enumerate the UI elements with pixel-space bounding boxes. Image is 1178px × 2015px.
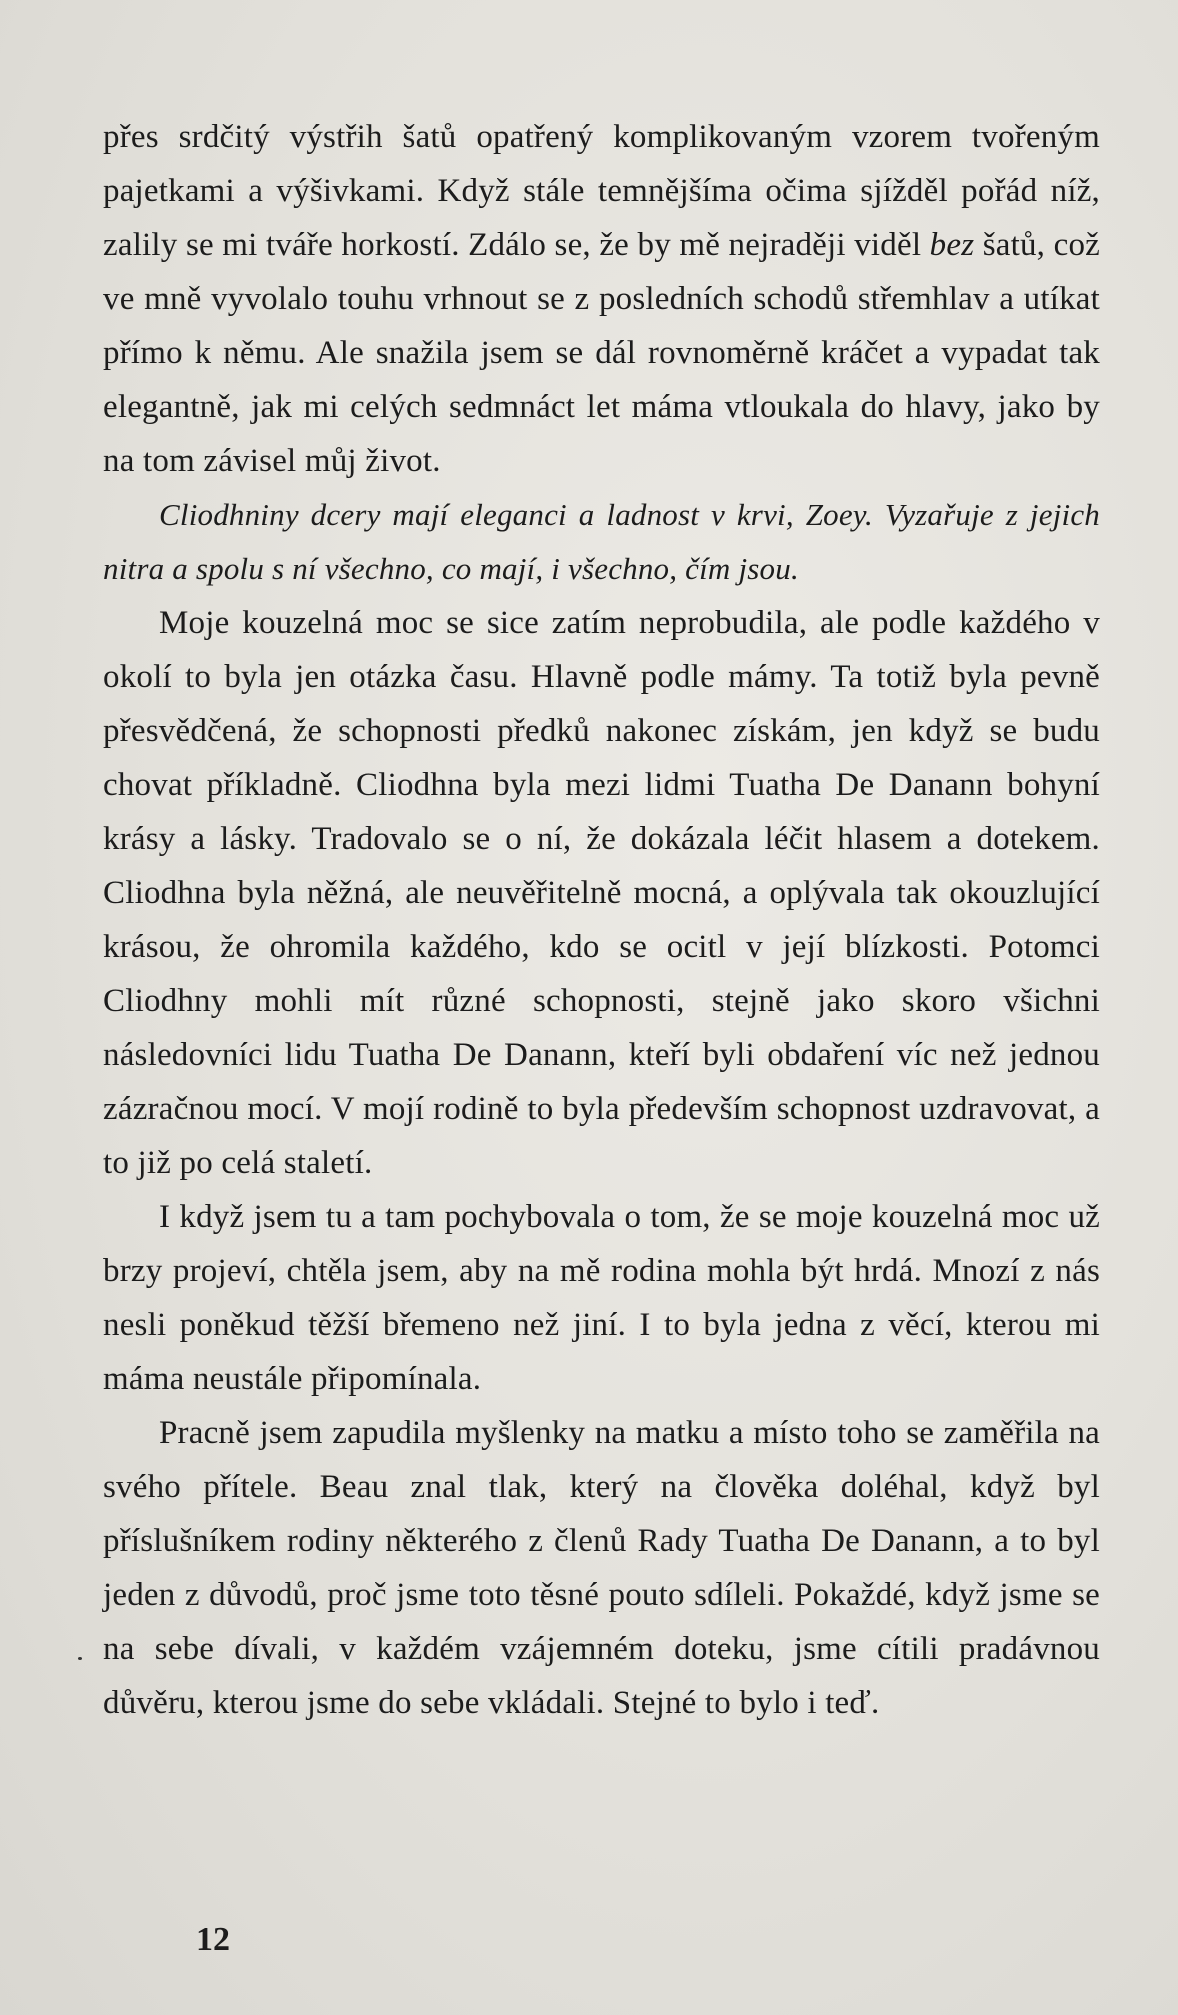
italic-word: bez: [929, 227, 975, 263]
paragraph-3: [103, 596, 1100, 1190]
text-segment: Cliodhniny dcery mají eleganci a ladnost v krvi, Zoey. Vyzařuje z jejich nitra a spolu s ní všechno, co mají, i všechno, čím jsou.: [103, 497, 1100, 586]
text-segment: I když jsem tu a tam pochybovala o tom, že se moje kouzelná moc už brzy projeví, chtěla jsem, aby na mě rodina mohla být hrdá. Mnozí z nás nesli poněkud těžší břemeno než jiní. I to byla jedna z věcí, kterou mi máma neustále připomínala.: [103, 1199, 1100, 1397]
text-segment: Moje kouzelná moc se sice zatím neprobudila, ale podle každého v okolí to byla jen otázka času. Hlavně podle mámy. Ta totiž byla pevně přesvědčená, že schopnosti předků nakonec získám, jen když se budu chovat příkladně. Cliodhna byla mezi lidmi Tuatha De Danann bohyní krásy a lásky. Tradovalo se o ní, že dokázala léčit hlasem a dotekem. Cliodhna byla něžná, ale neuvěřitelně mocná, a oplývala tak okouzlující krásou, že ohromila každého, kdo se ocitl v její blízkosti. Potomci Cliodhny mohli mít různé schopnosti, stejně jako skoro všichni následovníci lidu Tuatha De Danann, kteří byli obdaření víc než jednou zázračnou mocí. V mojí rodině to byla především schopnost uzdravovat, a to již po celá staletí.: [103, 605, 1100, 1181]
paragraph-5: [103, 1406, 1100, 1730]
text-segment: šatů, což ve mně vyvolalo touhu vrhnout se z posledních schodů střemhlav a utíkat přímo k němu. Ale snažila jsem se dál rovnoměrně kráčet a vypadat tak elegantně, jak mi celých sedmnáct let máma vtloukala do hlavy, jako by na tom závisel můj život.: [103, 227, 1100, 479]
paragraph-2-italic-quote: [103, 488, 1100, 596]
text-segment: přes srdčitý výstřih šatů opatřený komplikovaným vzorem tvořeným pajetkami a výšivkami. Když stále temnějšíma očima sjížděl pořád níž, zalily se mi tváře horkostí. Zdálo se, že by mě nejraději viděl: [103, 119, 1100, 263]
paragraph-1: [103, 110, 1100, 488]
paragraph-4: [103, 1190, 1100, 1406]
print-speck: [78, 1657, 82, 1660]
text-segment: Pracně jsem zapudila myšlenky na matku a místo toho se zaměřila na svého přítele. Beau znal tlak, který na člověka doléhal, když byl příslušníkem rodiny některého z členů Rady Tuatha De Danann, a to byl jeden z důvodů, proč jsme toto těsné pouto sdíleli. Pokaždé, když jsme se na sebe dívali, v každém vzájemném doteku, jsme cítili pradávnou důvěru, kterou jsme do sebe vkládali. Stejné to bylo i teď.: [103, 1415, 1100, 1721]
page-number: 12: [196, 1921, 230, 1958]
body-text: [103, 110, 1100, 1730]
